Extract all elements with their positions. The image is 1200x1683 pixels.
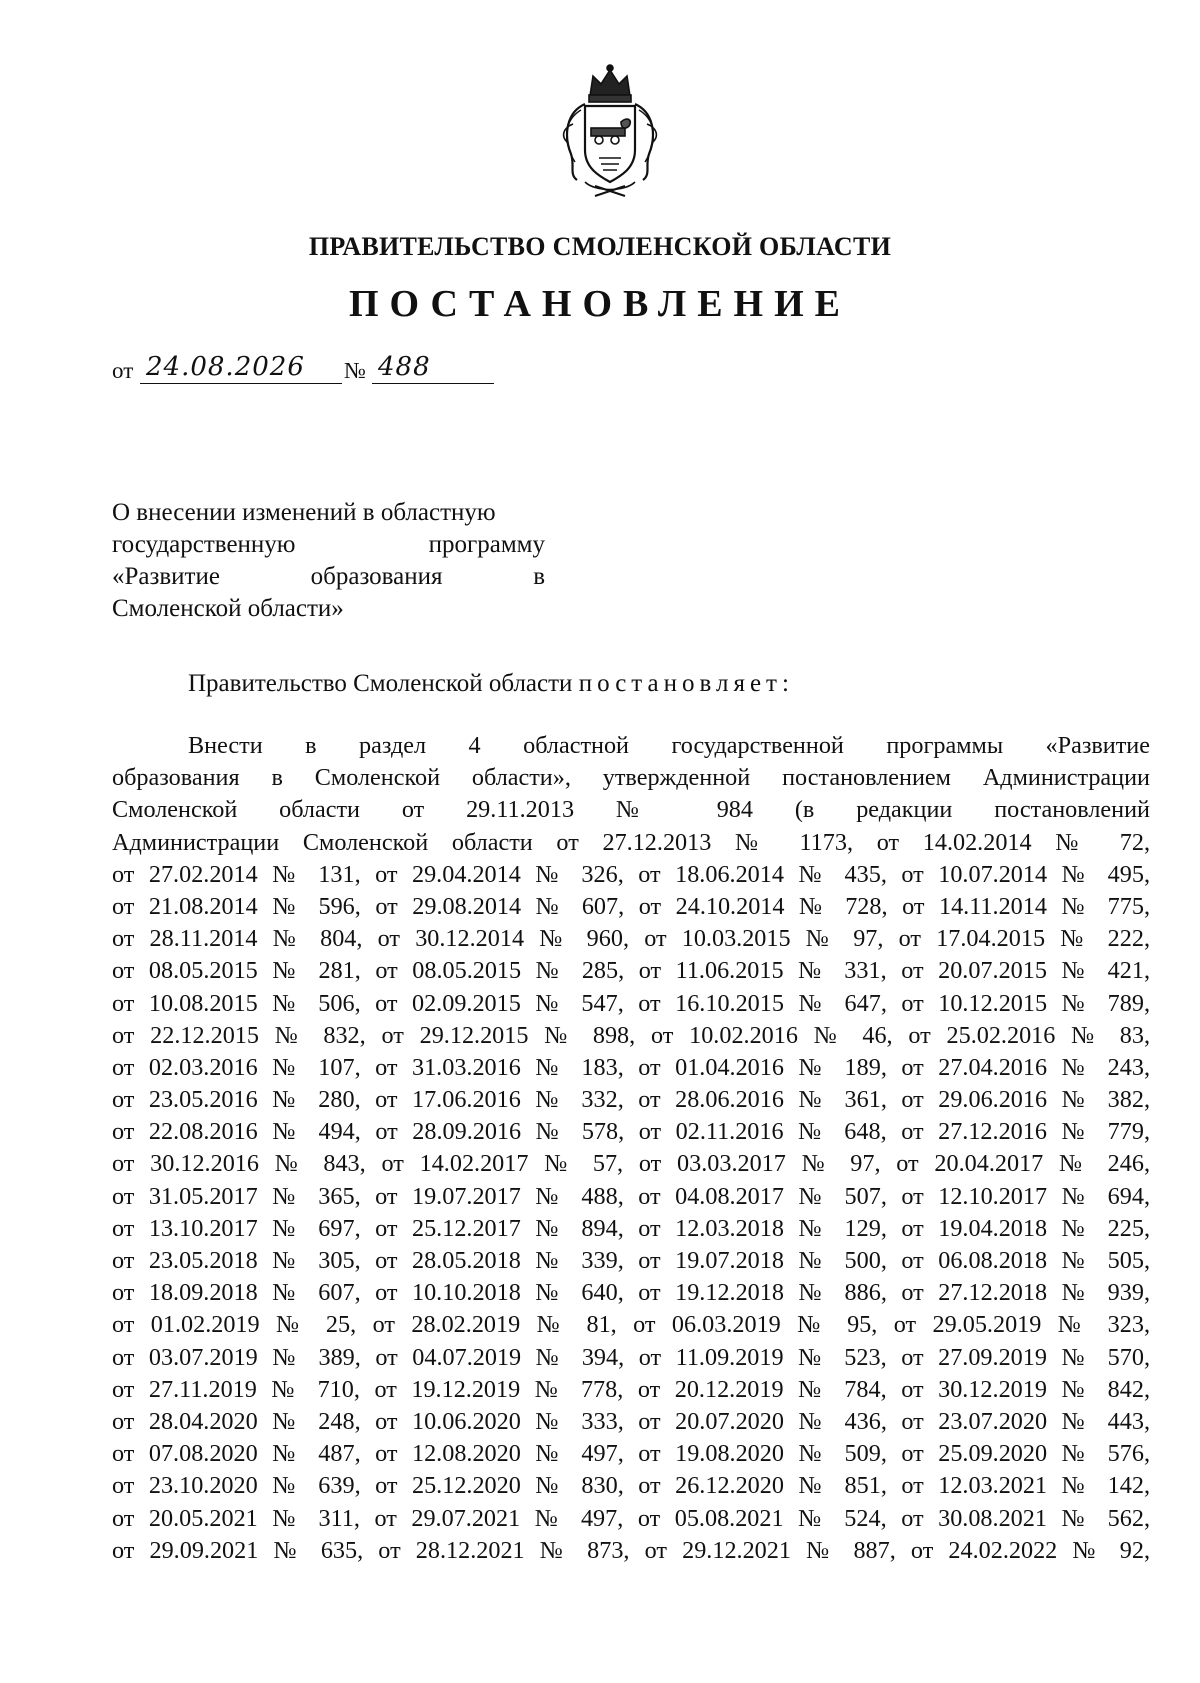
body-line: от 07.08.2020 № 487, от 12.08.2020 № 497, от 19.08.2020 № 509, от 25.09.2020 № 576, [112, 1440, 1150, 1468]
date-prefix: от [112, 358, 134, 383]
body-line: от 22.08.2016 № 494, от 28.09.2016 № 578, от 02.11.2016 № 648, от 27.12.2016 № 779, [112, 1118, 1150, 1146]
document-type-title: ПОСТАНОВЛЕНИЕ [348, 283, 852, 325]
body-line: от 20.05.2021 № 311, от 29.07.2021 № 497, от 05.08.2021 № 524, от 30.08.2021 № 562, [112, 1504, 1150, 1532]
body-line: от 10.08.2015 № 506, от 02.09.2015 № 547, от 16.10.2015 № 647, от 10.12.2015 № 789, [112, 989, 1150, 1017]
subject-line: О внесении изменений в областную [112, 499, 496, 526]
handwritten-number: 488 [372, 352, 494, 384]
body-line: от 23.05.2018 № 305, от 28.05.2018 № 339, от 19.07.2018 № 500, от 06.08.2018 № 505, [112, 1247, 1150, 1274]
body-line: от 30.12.2016 № 843, от 14.02.2017 № 57, от 03.03.2017 № 97, от 20.04.2017 № 246, [112, 1150, 1150, 1178]
body-line: от 22.12.2015 № 832, от 29.12.2015 № 898, от 10.02.2016 № 46, от 25.02.2016 № 83, [112, 1021, 1150, 1049]
body-line: от 23.05.2016 № 280, от 17.06.2016 № 332, от 28.06.2016 № 361, от 29.06.2016 № 382, [112, 1086, 1150, 1114]
body-line: от 13.10.2017 № 697, от 25.12.2017 № 894, от 12.03.2018 № 129, от 19.04.2018 № 225, [112, 1214, 1150, 1242]
preamble [188, 670, 794, 698]
body-line: образования в Смоленской области», утвержденной постановлением Администрации [112, 764, 1150, 792]
subject-line: государственную программу [112, 531, 545, 558]
body-line: от 03.07.2019 № 389, от 04.07.2019 № 394, от 11.09.2019 № 523, от 27.09.2019 № 570, [112, 1343, 1150, 1371]
number-prefix: № [344, 358, 366, 383]
coat-of-arms-icon [555, 62, 665, 202]
body-line: от 31.05.2017 № 365, от 19.07.2017 № 488, от 04.08.2017 № 507, от 12.10.2017 № 694, [112, 1182, 1150, 1210]
body-line: от 08.05.2015 № 281, от 08.05.2015 № 285, от 11.06.2015 № 331, от 20.07.2015 № 421, [112, 957, 1150, 985]
body-line: Администрации Смоленской области от 27.12.2013 № 1173, от 14.02.2014 № 72, [112, 828, 1150, 856]
document-subject [112, 497, 545, 625]
body-line: от 27.11.2019 № 710, от 19.12.2019 № 778, от 20.12.2019 № 784, от 30.12.2019 № 842, [112, 1375, 1150, 1403]
body-line: от 29.09.2021 № 635, от 28.12.2021 № 873, от 29.12.2021 № 887, от 24.02.2022 № 92, [112, 1536, 1150, 1564]
organization-title: ПРАВИТЕЛЬСТВО СМОЛЕНСКОЙ ОБЛАСТИ [308, 232, 892, 261]
body-line: от 23.10.2020 № 639, от 25.12.2020 № 830, от 26.12.2020 № 851, от 12.03.2021 № 142, [112, 1472, 1150, 1500]
body-line: от 28.04.2020 № 248, от 10.06.2020 № 333, от 20.07.2020 № 436, от 23.07.2020 № 443, [112, 1407, 1150, 1435]
body-line: от 21.08.2014 № 596, от 29.08.2014 № 607, от 24.10.2014 № 728, от 14.11.2014 № 775, [112, 892, 1150, 920]
body-text [112, 730, 1150, 1567]
handwritten-date: 24.08.2026 [140, 352, 342, 384]
subject-line: «Развитие образования в [112, 563, 545, 590]
body-line: Внести в раздел 4 областной государственной программы «Развитие [188, 732, 1150, 759]
decree-word: постановляет: [578, 670, 794, 697]
preamble-text: Правительство Смоленской области [188, 670, 579, 697]
body-line: от 01.02.2019 № 25, от 28.02.2019 № 81, от 06.03.2019 № 95, от 29.05.2019 № 323, [112, 1311, 1150, 1339]
body-line: от 27.02.2014 № 131, от 29.04.2014 № 326, от 18.06.2014 № 435, от 10.07.2014 № 495, [112, 860, 1150, 888]
body-line: от 18.09.2018 № 607, от 10.10.2018 № 640, от 19.12.2018 № 886, от 27.12.2018 № 939, [112, 1279, 1150, 1307]
registration-line [112, 352, 572, 386]
body-line: от 28.11.2014 № 804, от 30.12.2014 № 960, от 10.03.2015 № 97, от 17.04.2015 № 222, [112, 925, 1150, 953]
subject-line: Смоленской области» [112, 595, 344, 622]
body-line: Смоленской области от 29.11.2013 № 984 (в редакции постановлений [112, 796, 1150, 824]
body-line: от 02.03.2016 № 107, от 31.03.2016 № 183, от 01.04.2016 № 189, от 27.04.2016 № 243, [112, 1053, 1150, 1081]
